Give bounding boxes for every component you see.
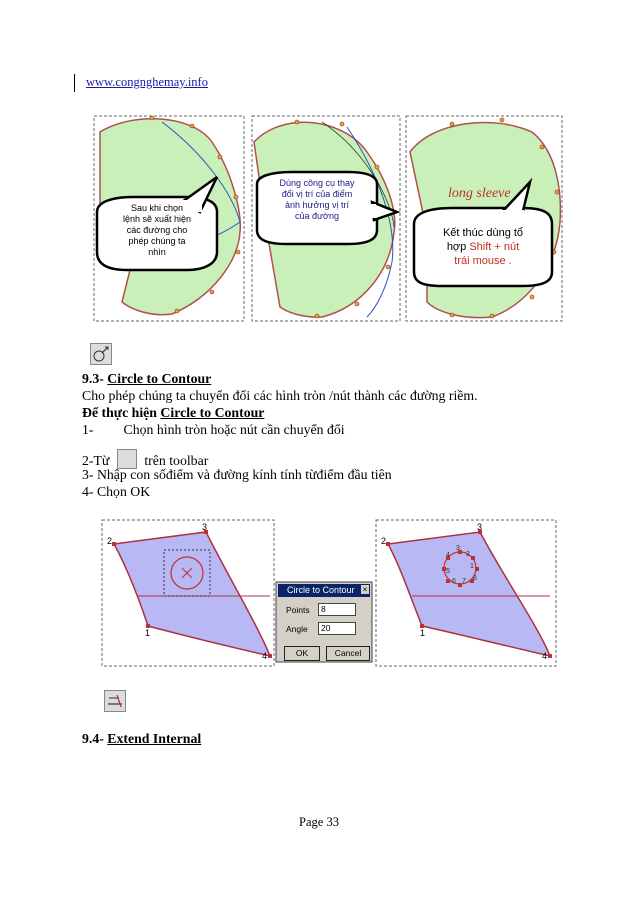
dialog-ok-button[interactable]: OK xyxy=(284,646,320,661)
angle-label: Angle xyxy=(286,624,308,634)
callout-left-text: Sau khi chọn lệnh sẽ xuất hiện các đường cho phép chúng ta nhìn xyxy=(122,203,192,257)
angle-input[interactable]: 20 xyxy=(318,622,356,635)
circle-point-label: 7 xyxy=(462,578,466,585)
header-url-link[interactable]: www.congnghemay.info xyxy=(86,75,208,89)
left-point-label: 4 xyxy=(262,651,268,661)
step-1: 1- Chọn hình tròn hoặc nút cần chuyển đổi xyxy=(82,422,345,437)
extend-internal-tool-icon xyxy=(104,690,126,712)
step-3: 3- Nhập con sốđiểm và đường kính tính từđiểm đầu tiên xyxy=(82,467,392,482)
circle-point-label: 6 xyxy=(452,578,456,585)
section-94-heading: 9.4- Extend Internal xyxy=(82,731,202,746)
header-rule xyxy=(74,74,75,92)
callout-right-text: Kết thúc dùng tổ hợp Shift + nút trái mouse . xyxy=(442,227,524,267)
right-point-label: 3 xyxy=(477,522,483,532)
left-point-label: 2 xyxy=(107,536,113,546)
callout-middle-text: Dùng công cụ thay đổi vị trí của điểm ảnh hưởng vị trí của đường xyxy=(279,178,355,221)
circle-point-label: 2 xyxy=(466,551,470,558)
long-sleeve-label: long sleeve xyxy=(448,186,511,201)
dialog-title: Circle to Contour xyxy=(287,585,355,595)
circle-point-label: 4 xyxy=(446,552,450,559)
circle-point-label: 5 xyxy=(446,568,450,575)
right-point-label: 2 xyxy=(381,536,387,546)
step-2: 2-Từ trên toolbar xyxy=(82,449,208,469)
points-input[interactable]: 8 xyxy=(318,603,356,616)
circle-point-label: 3 xyxy=(456,545,460,552)
step-4: 4- Chọn OK xyxy=(82,484,151,499)
right-point-label: 1 xyxy=(420,628,426,638)
circle-to-contour-tool-icon xyxy=(90,343,112,365)
dialog-close-icon[interactable]: × xyxy=(362,585,368,594)
left-point-label: 3 xyxy=(202,522,208,532)
right-point-label: 4 xyxy=(542,651,548,661)
left-point-label: 1 xyxy=(145,628,151,638)
dialog-cancel-button[interactable]: Cancel xyxy=(326,646,370,661)
points-label: Points xyxy=(286,605,310,615)
page-number: Page 33 xyxy=(299,815,339,829)
section-93-heading: 9.3- Circle to Contour xyxy=(82,371,212,386)
section-93-line2: Để thực hiện Circle to Contour xyxy=(82,405,265,420)
circle-point-label: 8 xyxy=(473,575,477,582)
section-93-line1: Cho phép chúng ta chuyển đổi các hình tròn /nút thành các đường riềm. xyxy=(82,388,478,403)
circle-point-label: 1 xyxy=(470,563,474,570)
